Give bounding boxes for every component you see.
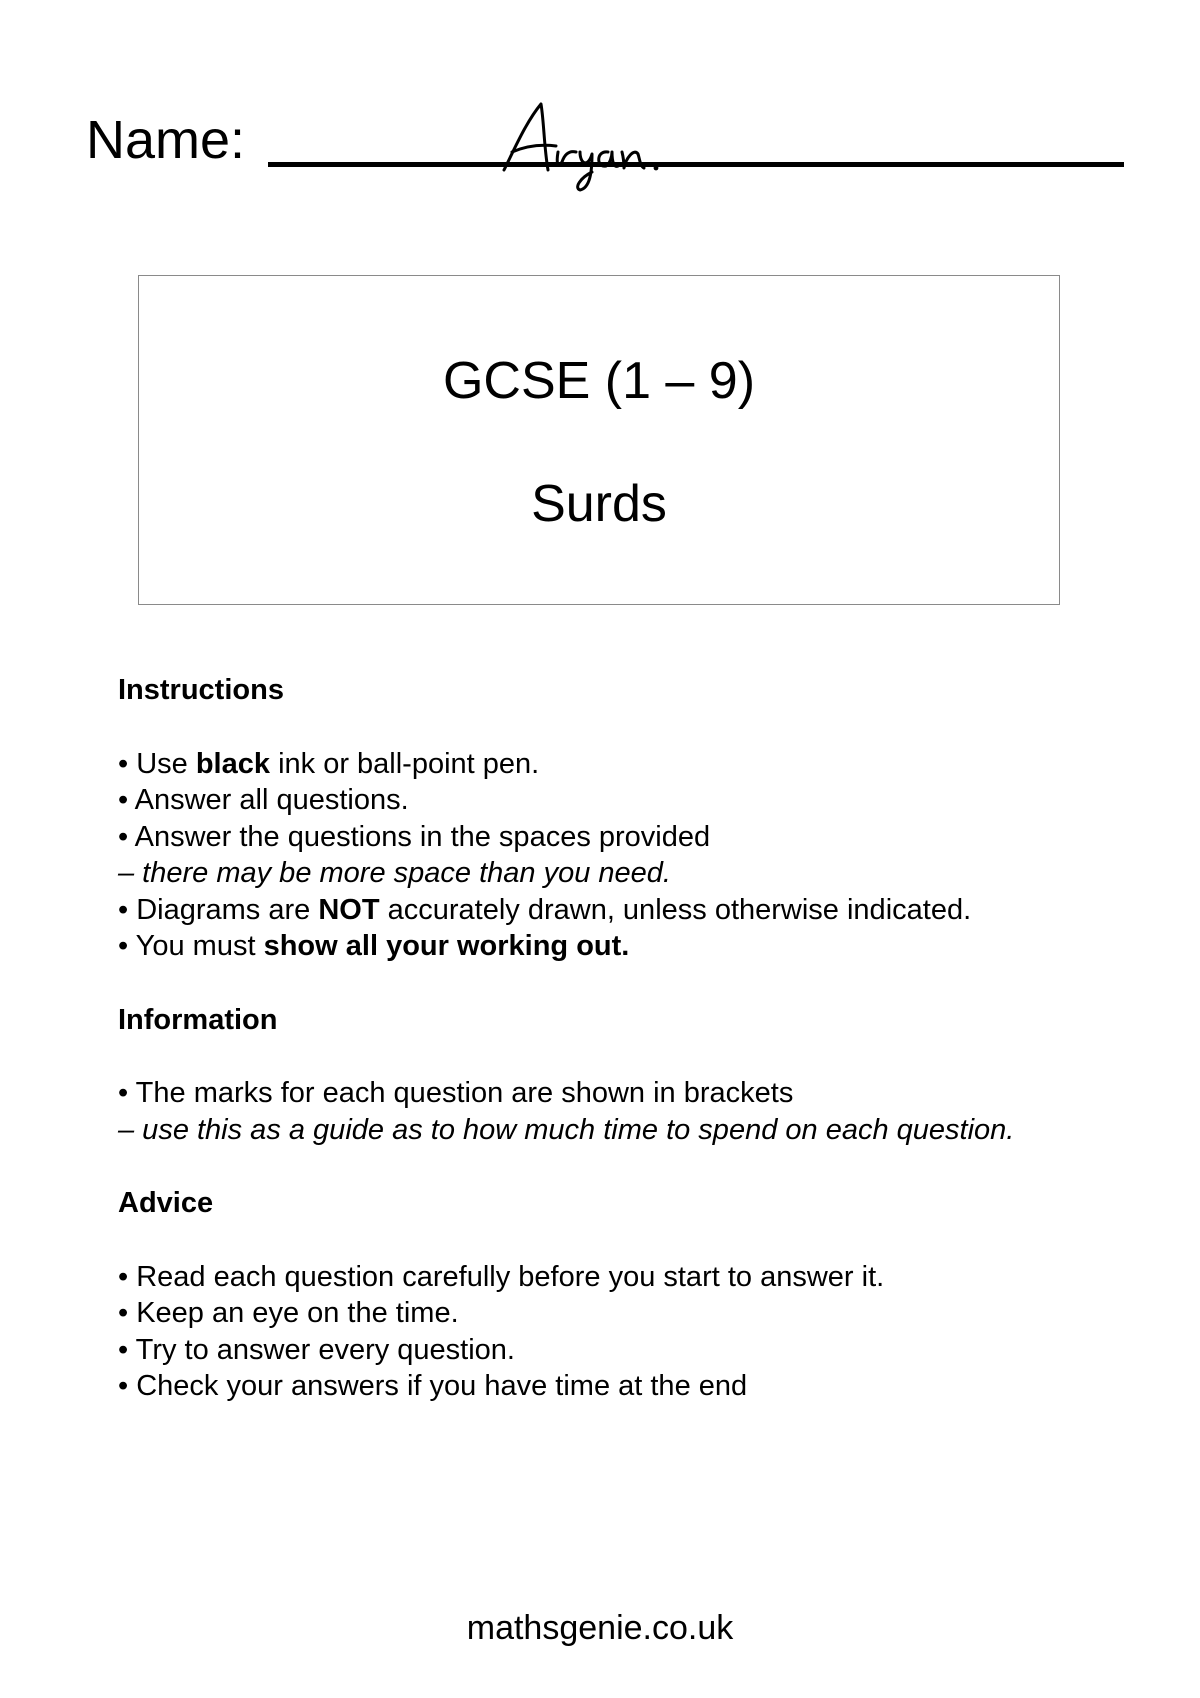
information-item: • The marks for each question are shown in brackets	[118, 1077, 794, 1109]
name-underline	[268, 162, 1124, 167]
advice-item: • Check your answers if you have time at the end	[118, 1370, 748, 1402]
instruction-item: • Answer the questions in the spaces provided	[118, 820, 711, 853]
title-box	[138, 275, 1060, 605]
advice-item: • Try to answer every question.	[118, 1333, 515, 1366]
instruction-item: • Answer all questions.	[118, 784, 409, 816]
topic-title: Surds	[531, 475, 667, 533]
advice-item: • Read each question carefully before you start to answer it.	[118, 1260, 885, 1293]
instruction-item: • You must show all your working out.	[118, 930, 630, 962]
information-note: – use this as a guide as to how much time to spend on each question.	[118, 1113, 1015, 1146]
exam-level-title: GCSE (1 – 9)	[442, 352, 756, 410]
handwritten-signature	[496, 92, 666, 192]
name-row	[86, 100, 1126, 180]
advice-heading: Advice	[118, 1187, 214, 1219]
information-heading: Information	[118, 1003, 278, 1036]
instruction-item: • Use black ink or ball-point pen.	[118, 747, 540, 780]
footer-website: mathsgenie.co.uk	[466, 1609, 734, 1647]
cover-content	[118, 672, 1158, 1405]
advice-item: • Keep an eye on the time.	[118, 1297, 459, 1329]
name-label: Name:	[86, 110, 246, 170]
instruction-item: • Diagrams are NOT accurately drawn, unless otherwise indicated.	[118, 893, 972, 926]
instructions-heading: Instructions	[118, 674, 284, 706]
instruction-note: – there may be more space than you need.	[118, 857, 671, 889]
